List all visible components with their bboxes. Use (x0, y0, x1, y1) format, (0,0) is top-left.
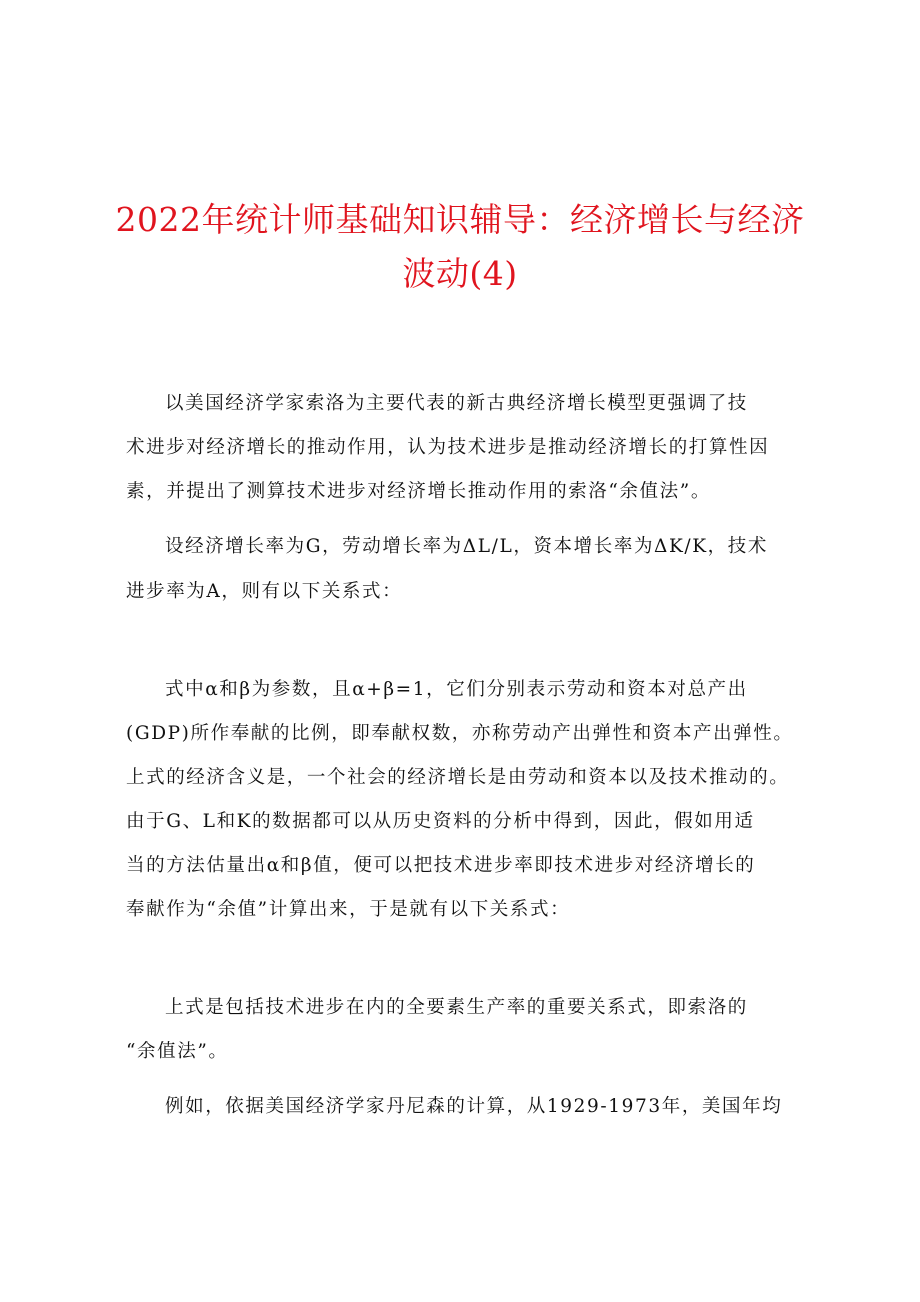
paragraph-4-line-1: 上式是包括技术进步在内的全要素生产率的重要关系式，即索洛的 (165, 997, 748, 1018)
document-title-line-2: 波动(4) (402, 254, 518, 293)
paragraph-3-line-6: 奉献作为“余值”计算出来，于是就有以下关系式： (126, 899, 571, 920)
paragraph-2-line-1: 设经济增长率为G，劳动增长率为ΔL/L，资本增长率为ΔK/K，技术 (165, 536, 768, 557)
document-title-line-1: 2022年统计师基础知识辅导：经济增长与经济 (115, 200, 805, 239)
paragraph-4-line-2: “余值法”。 (126, 1041, 229, 1062)
paragraph-3-line-5: 当的方法估量出α和β值，便可以把技术进步率即技术进步对经济增长的 (126, 855, 756, 876)
paragraph-3-line-3: 上式的经济含义是，一个社会的经济增长是由劳动和资本以及技术推动的。 (126, 767, 790, 788)
paragraph-3-line-2: (GDP)所作奉献的比例，即奉献权数，亦称劳动产出弹性和资本产出弹性。 (126, 723, 794, 744)
paragraph-3-line-1: 式中α和β为参数，且α+β=1，它们分别表示劳动和资本对总产出 (165, 679, 748, 700)
paragraph-1-line-2: 术进步对经济增长的推动作用，认为技术进步是推动经济增长的打算性因 (126, 437, 770, 458)
paragraph-5-line-1: 例如，依据美国经济学家丹尼森的计算，从1929-1973年，美国年均 (165, 1096, 783, 1117)
paragraph-3-line-4: 由于G、L和K的数据都可以从历史资料的分析中得到，因此，假如用适 (126, 811, 755, 832)
paragraph-1-line-1: 以美国经济学家索洛为主要代表的新古典经济增长模型更强调了技 (165, 393, 748, 414)
paragraph-1-line-3: 素，并提出了测算技术进步对经济增长推动作用的索洛“余值法”。 (126, 481, 711, 502)
paragraph-2-line-2: 进步率为A，则有以下关系式： (126, 581, 403, 602)
